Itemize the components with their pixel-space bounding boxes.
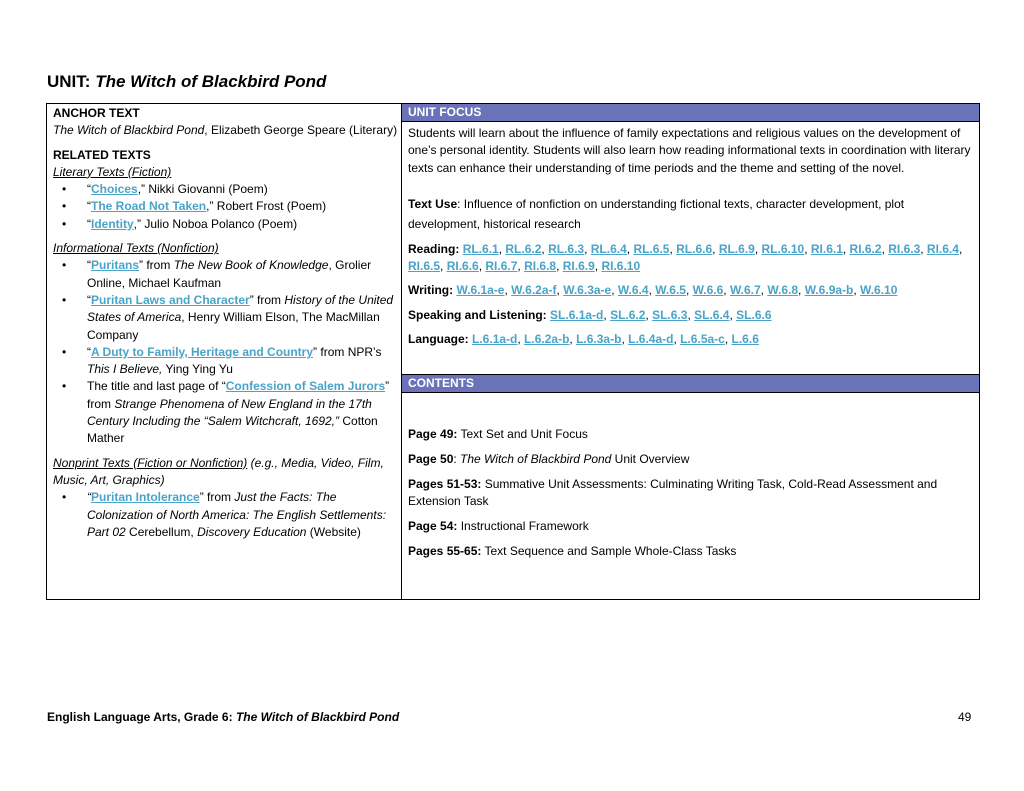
focus-column (402, 104, 979, 599)
contents-item: Page 50: The Witch of Blackbird Pond Unit Overview (408, 452, 690, 466)
reading-standard-link[interactable]: RL.6.3 (548, 241, 585, 256)
unit-label: UNIT: (47, 72, 91, 91)
list-item: • “Choices,” Nikki Giovanni (Poem) (53, 181, 401, 198)
list-item: • “Puritans” from The New Book of Knowledge, Grolier Online, Michael Kaufman (53, 257, 401, 292)
language-standard-link[interactable]: L.6.3a-b (576, 332, 622, 347)
reading-standards: Reading: RL.6.1, RL.6.2, RL.6.3, RL.6.4, RL.6.5, RL.6.6, RL.6.9, RL.6.10, RI.6.1, RI.6.2, RI.6.3, RI.6.4, RI.6.5, RI.6.6, RI.6.7, RI.6.8, RI.6.9, RI.6.10 (408, 241, 963, 274)
informational-heading: Informational Texts (Nonfiction) (53, 241, 219, 256)
reading-standard-link[interactable]: RI.6.5 (408, 259, 441, 274)
writing-standard-link[interactable]: W.6.1a-e (456, 283, 505, 298)
writing-standard-link[interactable]: W.6.9a-b (804, 283, 854, 298)
nonprint-heading: Nonprint Texts (Fiction or Nonfiction) (e.g., Media, Video, Film, Music, Art, Graphics) (53, 455, 384, 487)
list-item: • The title and last page of “Confession of Salem Jurors” from Strange Phenomena of New England in the 17th Century Including the “Salem Witchcraft, 1692,” Cotton Mather (53, 378, 401, 447)
footer: English Language Arts, Grade 6: The Witch of Blackbird Pond (47, 710, 400, 724)
writing-standard-link[interactable]: W.6.6 (692, 283, 724, 298)
texts-column (47, 104, 402, 599)
list-item: • “A Duty to Family, Heritage and Country” from NPR’s This I Believe, Ying Ying Yu (53, 344, 401, 379)
unit-title (47, 72, 326, 92)
anchor-heading: ANCHOR TEXT (53, 106, 140, 120)
focus-text: Students will learn about the influence of family expectations and religious values on the development of one’s personal identity. Students will also learn how reading informational texts in coordination with literary texts can enhance their understanding of time periods and the theme and setting of the novel. (408, 126, 971, 175)
reading-standard-link[interactable]: RL.6.6 (676, 241, 713, 256)
contents-header: CONTENTS (402, 374, 979, 393)
puritan-laws-link[interactable]: Puritan Laws and Character (91, 292, 250, 307)
unit-focus-body (402, 122, 979, 348)
speaking-standard-link[interactable]: SL.6.6 (736, 307, 772, 322)
contents-item: Page 49: Text Set and Unit Focus (408, 427, 588, 441)
contents-body (402, 426, 979, 560)
reading-standard-link[interactable]: RI.6.4 (926, 241, 959, 256)
language-standards: Language: L.6.1a-d, L.6.2a-b, L.6.3a-b, L.6.4a-d, L.6.5a-c, L.6.6 (408, 332, 759, 347)
reading-standard-link[interactable]: RL.6.1 (462, 241, 499, 256)
reading-standard-link[interactable]: RI.6.8 (524, 259, 557, 274)
text-use: Text Use: Influence of nonfiction on understanding fictional texts, character development, plot development, historical research (408, 196, 905, 231)
speaking-standard-link[interactable]: SL.6.3 (652, 307, 688, 322)
choices-link[interactable]: Choices (91, 182, 138, 197)
unit-table (46, 103, 980, 600)
reading-standard-link[interactable]: RI.6.6 (446, 259, 479, 274)
writing-standard-link[interactable]: W.6.5 (655, 283, 686, 298)
identity-link[interactable]: Identity (91, 216, 134, 231)
list-item: • “The Road Not Taken,” Robert Frost (Poem) (53, 198, 401, 215)
reading-standard-link[interactable]: RI.6.3 (888, 241, 921, 256)
page-number: 49 (958, 710, 972, 724)
reading-standard-link[interactable]: RI.6.2 (849, 241, 882, 256)
language-standard-link[interactable]: L.6.6 (731, 332, 759, 347)
speaking-standard-link[interactable]: SL.6.1a-d (550, 307, 604, 322)
writing-standards: Writing: W.6.1a-e, W.6.2a-f, W.6.3a-e, W.6.4, W.6.5, W.6.6, W.6.7, W.6.8, W.6.9a-b, W.6.10 (408, 283, 898, 298)
speaking-standard-link[interactable]: SL.6.2 (610, 307, 646, 322)
salem-jurors-link[interactable]: Confession of Salem Jurors (225, 379, 386, 394)
speaking-standards: Speaking and Listening: SL.6.1a-d, SL.6.2, SL.6.3, SL.6.4, SL.6.6 (408, 307, 772, 322)
list-item: • “Puritan Intolerance” from Just the Facts: The Colonization of North America: The English Settlements: Part 02 Cerebellum, Discovery Education (Website) (53, 489, 401, 541)
reading-standard-link[interactable]: RL.6.5 (633, 241, 670, 256)
nonprint-list (53, 489, 401, 541)
list-item: • “Identity,” Julio Noboa Polanco (Poem) (53, 216, 401, 233)
reading-standard-link[interactable]: RI.6.7 (485, 259, 518, 274)
contents-item: Pages 51-53: Summative Unit Assessments: Culminating Writing Task, Cold-Read Assessment and Extension Task (408, 477, 938, 508)
duty-to-family-link[interactable]: A Duty to Family, Heritage and Country (91, 344, 314, 359)
puritans-link[interactable]: Puritans (91, 258, 140, 273)
anchor-text: The Witch of Blackbird Pond, Elizabeth George Speare (Literary) (53, 123, 398, 138)
writing-standard-link[interactable]: W.6.2a-f (511, 283, 557, 298)
related-heading: RELATED TEXTS (53, 147, 151, 162)
language-standard-link[interactable]: L.6.5a-c (680, 332, 725, 347)
language-standard-link[interactable]: L.6.1a-d (472, 332, 518, 347)
puritan-intolerance-link[interactable]: Puritan Intolerance (91, 490, 200, 505)
unit-name: The Witch of Blackbird Pond (95, 72, 327, 91)
speaking-standard-link[interactable]: SL.6.4 (694, 307, 730, 322)
writing-standard-link[interactable]: W.6.7 (729, 283, 761, 298)
reading-standard-link[interactable]: RI.6.1 (810, 241, 843, 256)
writing-standard-link[interactable]: W.6.10 (860, 283, 898, 298)
list-item: • “Puritan Laws and Character” from History of the United States of America, Henry William Elson, The MacMillan Company (53, 292, 401, 344)
reading-standard-link[interactable]: RL.6.9 (718, 241, 755, 256)
language-standard-link[interactable]: L.6.2a-b (524, 332, 570, 347)
literary-list (53, 181, 401, 233)
reading-standard-link[interactable]: RL.6.2 (505, 241, 542, 256)
reading-standard-link[interactable]: RI.6.10 (601, 259, 641, 274)
road-not-taken-link[interactable]: The Road Not Taken (91, 199, 207, 214)
language-standard-link[interactable]: L.6.4a-d (628, 332, 674, 347)
contents-item: Pages 55-65: Text Sequence and Sample Whole-Class Tasks (408, 544, 737, 558)
writing-standard-link[interactable]: W.6.4 (617, 283, 649, 298)
literary-heading: Literary Texts (Fiction) (53, 164, 172, 179)
informational-list (53, 257, 401, 447)
reading-standard-link[interactable]: RL.6.10 (761, 241, 805, 256)
reading-standard-link[interactable]: RL.6.4 (590, 241, 627, 256)
contents-item: Page 54: Instructional Framework (408, 519, 589, 533)
unit-focus-header: UNIT FOCUS (402, 104, 979, 122)
writing-standard-link[interactable]: W.6.8 (767, 283, 799, 298)
reading-standard-link[interactable]: RI.6.9 (562, 259, 595, 274)
writing-standard-link[interactable]: W.6.3a-e (563, 283, 612, 298)
